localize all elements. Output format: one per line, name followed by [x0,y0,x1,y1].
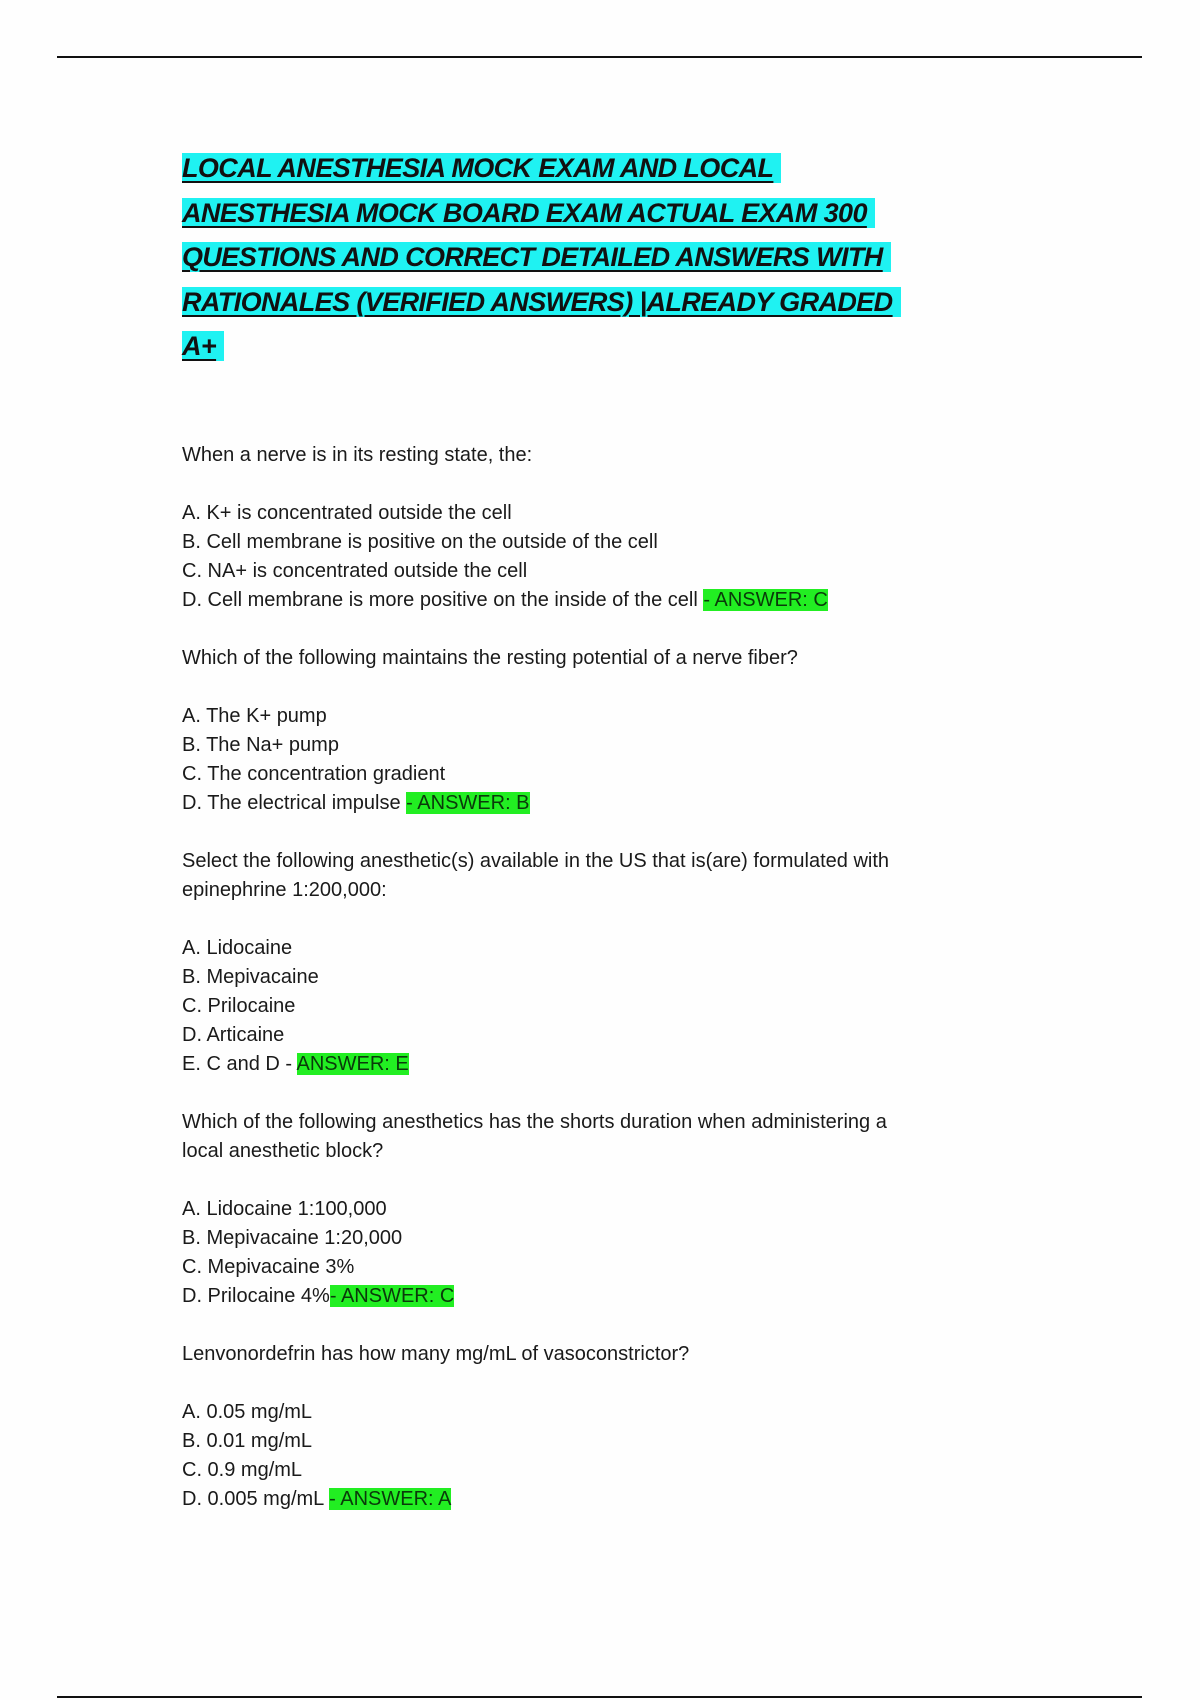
option-text: B. 0.01 mg/mL [182,1430,313,1452]
answer-option [182,499,1022,528]
answer-option [182,702,1022,731]
question-block [182,441,1022,644]
option-text: A. K+ is concentrated outside the cell [182,502,512,524]
option-text: D. 0.005 mg/mL [182,1488,330,1510]
question-text: Lenvonordefrin has how many mg/mL of vasoconstrictor? [182,1343,690,1365]
correct-answer-highlight: - ANSWER: B [406,792,530,814]
option-text: C. Mepivacaine 3% [182,1256,355,1278]
answer-option [182,1253,1022,1282]
spacer [182,615,1022,644]
answer-option [182,586,1022,615]
option-text: B. The Na+ pump [182,734,339,756]
answer-option [182,1398,1022,1427]
spacer [182,905,1022,934]
question-block [182,1108,1022,1340]
question-text: local anesthetic block? [182,1140,384,1162]
answer-option [182,1195,1022,1224]
answer-option [182,1050,1022,1079]
question-block [182,1340,1022,1514]
answer-option [182,963,1022,992]
option-text: A. Lidocaine [182,937,293,959]
question-text: epinephrine 1:200,000: [182,879,387,901]
option-text: B. Mepivacaine [182,966,319,988]
question-list [182,441,1022,1514]
question-text: Select the following anesthetic(s) available in the US that is(are) formulated with [182,850,890,872]
question-text: Which of the following maintains the resting potential of a nerve fiber? [182,647,798,669]
question-text: When a nerve is in its resting state, the: [182,444,533,466]
spacer [182,1311,1022,1340]
answer-option [182,1485,1022,1514]
answer-option [182,992,1022,1021]
answer-option [182,1021,1022,1050]
option-text: D. Prilocaine 4% [182,1285,330,1307]
answer-option [182,557,1022,586]
title-line: LOCAL ANESTHESIA MOCK EXAM AND LOCAL [182,153,781,183]
correct-answer-highlight: - ANSWER: C [703,589,828,611]
spacer [182,1166,1022,1195]
bottom-rule [57,1696,1142,1698]
answer-option [182,731,1022,760]
option-text: D. Cell membrane is more positive on the inside of the cell [182,589,704,611]
document-title [182,146,901,369]
option-text: C. 0.9 mg/mL [182,1459,303,1481]
option-text: B. Mepivacaine 1:20,000 [182,1227,403,1249]
option-text: D. The electrical impulse [182,792,407,814]
spacer [182,1079,1022,1108]
option-text: B. Cell membrane is positive on the outside of the cell [182,531,658,553]
answer-option [182,1282,1022,1311]
question-block [182,644,1022,847]
question-text: Which of the following anesthetics has the shorts duration when administering a [182,1111,887,1133]
correct-answer-highlight: ANSWER: E [296,1053,409,1075]
title-line: RATIONALES (VERIFIED ANSWERS) |ALREADY GRADED [182,287,901,317]
option-text: C. The concentration gradient [182,763,446,785]
question-block [182,847,1022,1108]
correct-answer-highlight: - ANSWER: A [329,1488,452,1510]
answer-option [182,1224,1022,1253]
correct-answer-highlight: - ANSWER: C [329,1285,455,1307]
title-line: QUESTIONS AND CORRECT DETAILED ANSWERS WITH [182,242,891,272]
spacer [182,1369,1022,1398]
option-text: D. Articaine [182,1024,285,1046]
title-line: A+ [182,331,224,361]
answer-option [182,760,1022,789]
spacer [182,673,1022,702]
option-text: A. Lidocaine 1:100,000 [182,1198,387,1220]
answer-option [182,934,1022,963]
option-text: C. Prilocaine [182,995,296,1017]
option-text: C. NA+ is concentrated outside the cell [182,560,528,582]
answer-option [182,1427,1022,1456]
spacer [182,818,1022,847]
top-rule [57,56,1142,58]
spacer [182,470,1022,499]
option-text: A. The K+ pump [182,705,327,727]
answer-option [182,789,1022,818]
answer-option [182,1456,1022,1485]
answer-option [182,528,1022,557]
option-text: E. C and D - [182,1053,297,1075]
option-text: A. 0.05 mg/mL [182,1401,313,1423]
title-line: ANESTHESIA MOCK BOARD EXAM ACTUAL EXAM 300 [182,198,875,228]
